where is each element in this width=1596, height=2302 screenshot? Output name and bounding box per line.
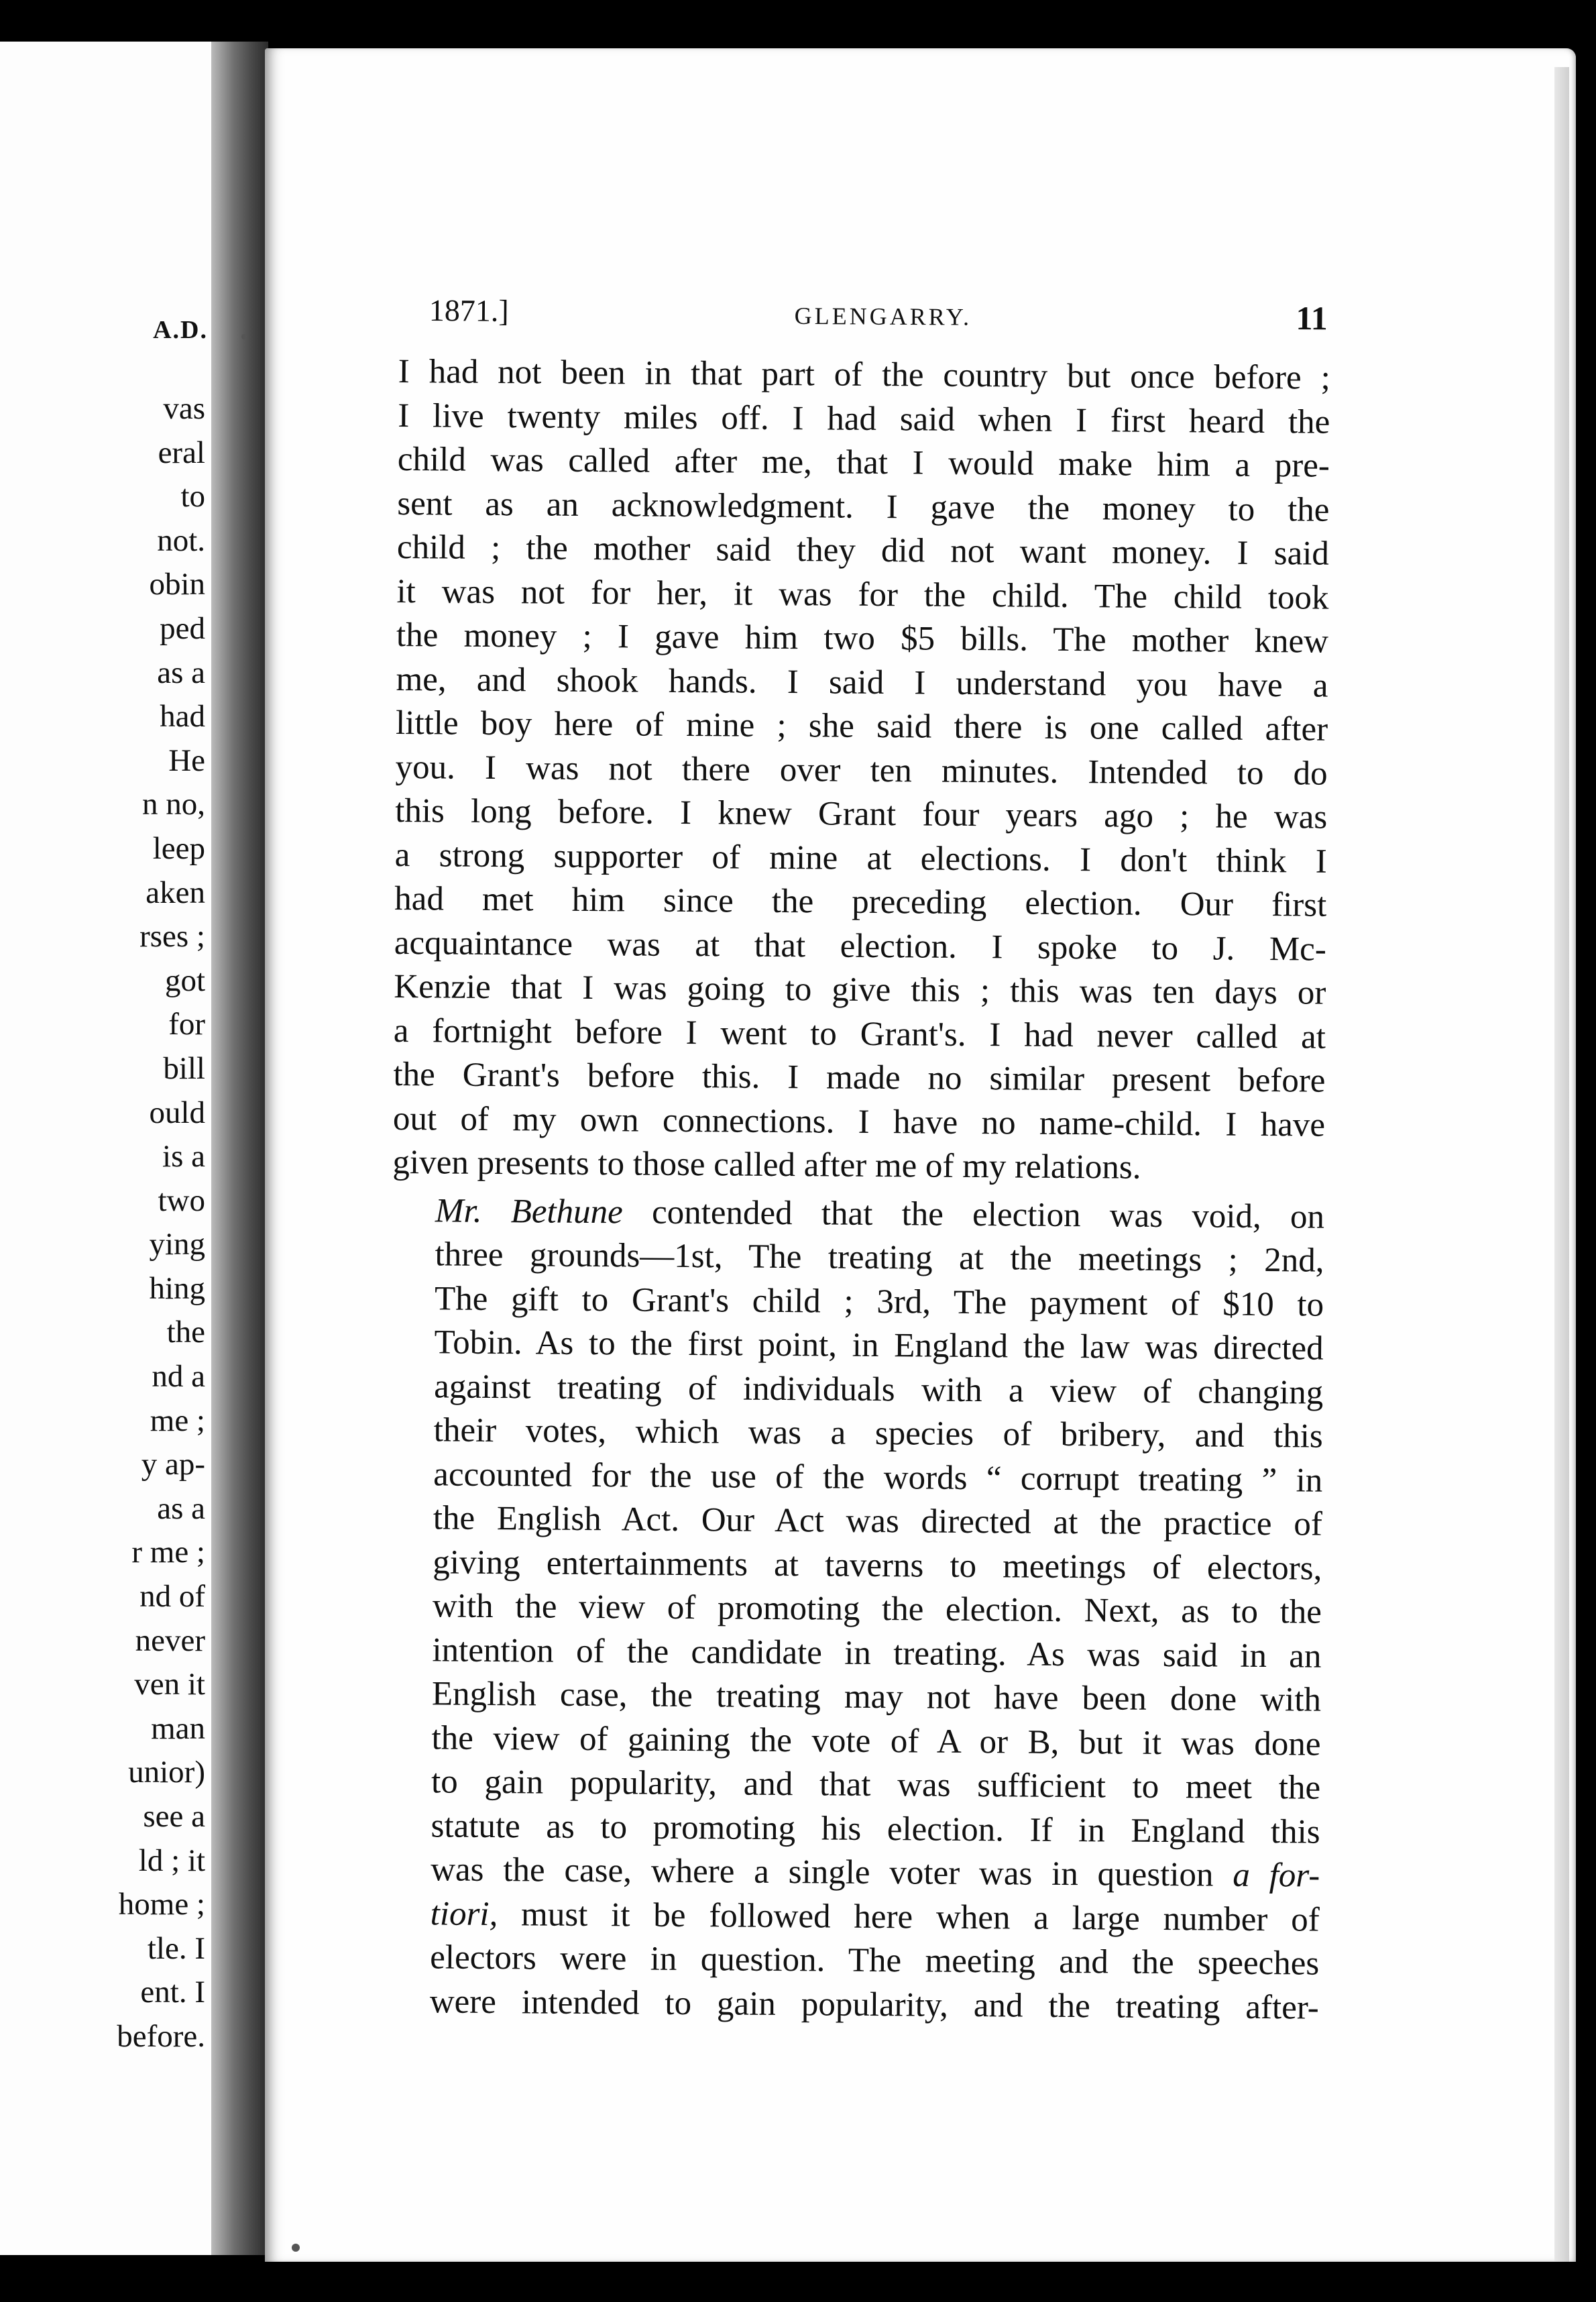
text-line: giving entertainments at taverns to meetings of electors, xyxy=(433,1543,1322,1588)
text-line: child was called after me, that I would make him a pre- xyxy=(397,440,1330,485)
paragraph-testimony xyxy=(392,350,1330,1191)
previous-page-line: is a xyxy=(162,1139,205,1174)
page-number: 11 xyxy=(1296,299,1328,337)
previous-page-line: ld ; it xyxy=(138,1843,205,1878)
running-head xyxy=(429,292,1328,339)
previous-page-line: the xyxy=(166,1315,205,1350)
text-line: little boy here of mine ; she said there is one called after xyxy=(395,704,1328,749)
text-line: I had not been in that part of the country but once before ; xyxy=(398,352,1330,397)
text-line: I live twenty miles off. I had said when I first heard the xyxy=(398,396,1330,441)
text-line: three grounds—1st, The treating at the meetings ; 2nd, xyxy=(435,1236,1324,1280)
text-line: their votes, which was a species of bribery, and this xyxy=(433,1411,1323,1456)
text-line: were intended to gain popularity, and the treating after- xyxy=(429,1982,1319,2027)
running-head-year: 1871.] xyxy=(429,292,509,328)
previous-page-line: hing xyxy=(149,1270,205,1306)
paragraph-argument xyxy=(387,1189,1325,2030)
previous-page-line: two xyxy=(158,1183,205,1218)
previous-page-line: as a xyxy=(157,1490,205,1526)
previous-page-line: ent. I xyxy=(140,1975,205,2010)
text-line: had met him since the preceding election. Our first xyxy=(394,879,1327,924)
text-line: sent as an acknowledgment. I gave the money to the xyxy=(397,484,1330,529)
previous-page-line: as a xyxy=(157,655,205,690)
previous-page-line: unior) xyxy=(128,1755,205,1790)
text-line: was the case, where a single voter was in question a for- xyxy=(430,1851,1320,1895)
text-line: accounted for the use of the words “ corrupt treating ” in xyxy=(433,1455,1323,1500)
running-head-title: GLENGARRY. xyxy=(794,302,972,331)
latin-phrase: a for- xyxy=(1233,1856,1320,1895)
latin-phrase: tiori, xyxy=(430,1894,498,1933)
page-speck xyxy=(241,334,247,339)
speaker-name: Mr. Bethune xyxy=(435,1191,624,1231)
previous-page-line: had xyxy=(160,699,205,734)
previous-page-line: got xyxy=(164,963,205,998)
previous-page-line: He xyxy=(168,743,205,778)
text-line: intention of the candidate in treating. As was said in an xyxy=(432,1631,1322,1676)
page-edge-shadow xyxy=(1554,67,1569,2262)
text-line: Mr. Bethune contended that the election was void, on xyxy=(435,1191,1325,1236)
previous-page-line: see a xyxy=(143,1799,205,1834)
previous-page-line: n no, xyxy=(142,787,205,822)
text-line: the view of gaining the vote of A or B, but it was done xyxy=(431,1718,1321,1763)
previous-page-line: me ; xyxy=(150,1403,205,1438)
previous-page-line: aken xyxy=(146,875,205,910)
previous-page-line: man xyxy=(151,1710,205,1746)
text-line: a fortnight before I went to Grant's. I had never called at xyxy=(393,1011,1326,1056)
previous-page-line: ped xyxy=(160,610,205,646)
previous-page-line: to xyxy=(180,479,205,514)
previous-page-line: leep xyxy=(152,830,205,866)
text-line: tiori, must it be followed here when a large number of xyxy=(430,1894,1320,1939)
previous-page-line: never xyxy=(135,1623,205,1658)
previous-page-fragment xyxy=(0,42,216,2255)
text-line: the English Act. Our Act was directed at the practice of xyxy=(433,1499,1323,1543)
text-line: a strong supporter of mine at elections. I don't think I xyxy=(394,836,1327,881)
text-line: against treating of individuals with a view of changing xyxy=(434,1367,1324,1412)
page-body-text xyxy=(387,350,1330,2030)
text-line: statute as to promoting his election. If in England this xyxy=(431,1806,1320,1851)
previous-page-line: ven it xyxy=(134,1667,205,1702)
previous-page-line: obin xyxy=(149,567,205,602)
text-line: to gain popularity, and that was sufficient to meet the xyxy=(431,1763,1321,1807)
previous-page-line: nd of xyxy=(139,1579,205,1614)
text-line: out of my own connections. I have no name-child. I have xyxy=(392,1099,1326,1144)
previous-page-line: nd a xyxy=(152,1359,205,1394)
previous-page-line: tle. I xyxy=(147,1930,205,1966)
text-line: me, and shook hands. I said I understand you have a xyxy=(396,660,1328,705)
previous-page-line: eral xyxy=(158,435,205,470)
previous-page-line-endings xyxy=(117,387,205,2059)
text-line: English case, the treating may not have been done with xyxy=(431,1675,1322,1719)
book-gutter xyxy=(211,42,268,2255)
text-line: with the view of promoting the election. Next, as to the xyxy=(432,1587,1322,1631)
previous-page-line: r me ; xyxy=(131,1535,205,1570)
previous-page-running-head: A.D. xyxy=(153,316,208,344)
text-line: this long before. I knew Grant four years ago ; he was xyxy=(395,791,1328,836)
previous-page-line: before. xyxy=(117,2018,205,2054)
previous-page-line: y ap- xyxy=(141,1447,205,1482)
text-line: child ; the mother said they did not want money. I said xyxy=(396,528,1330,573)
text-line: the money ; I gave him two $5 bills. The mother knew xyxy=(396,616,1329,661)
previous-page-line: for xyxy=(168,1007,205,1042)
text-line: you. I was not there over ten minutes. Intended to do xyxy=(395,748,1328,793)
previous-page-line: rses ; xyxy=(139,919,205,954)
text-line: The gift to Grant's child ; 3rd, The payment of $10 to xyxy=(434,1279,1324,1324)
text-line: Kenzie that I was going to give this ; this was ten days or xyxy=(394,967,1326,1012)
text-line: acquaintance was at that election. I spoke to J. Mc- xyxy=(394,924,1326,969)
previous-page-line: vas xyxy=(163,391,205,426)
previous-page-line: ying xyxy=(149,1227,205,1262)
previous-page-line: ould xyxy=(149,1095,205,1130)
text-line: given presents to those called after me of my relations. xyxy=(392,1143,1141,1187)
previous-page-line: home ; xyxy=(118,1887,205,1922)
previous-page-line: not. xyxy=(157,523,205,558)
page-speck xyxy=(292,2244,300,2252)
text-line: the Grant's before this. I made no similar present before xyxy=(393,1055,1326,1100)
previous-page-line: bill xyxy=(163,1050,205,1086)
text-line: it was not for her, it was for the child. The child took xyxy=(396,572,1329,617)
text-line: Tobin. As to the first point, in England the law was directed xyxy=(434,1323,1324,1368)
text-line: electors were in question. The meeting and the speeches xyxy=(430,1938,1320,1983)
